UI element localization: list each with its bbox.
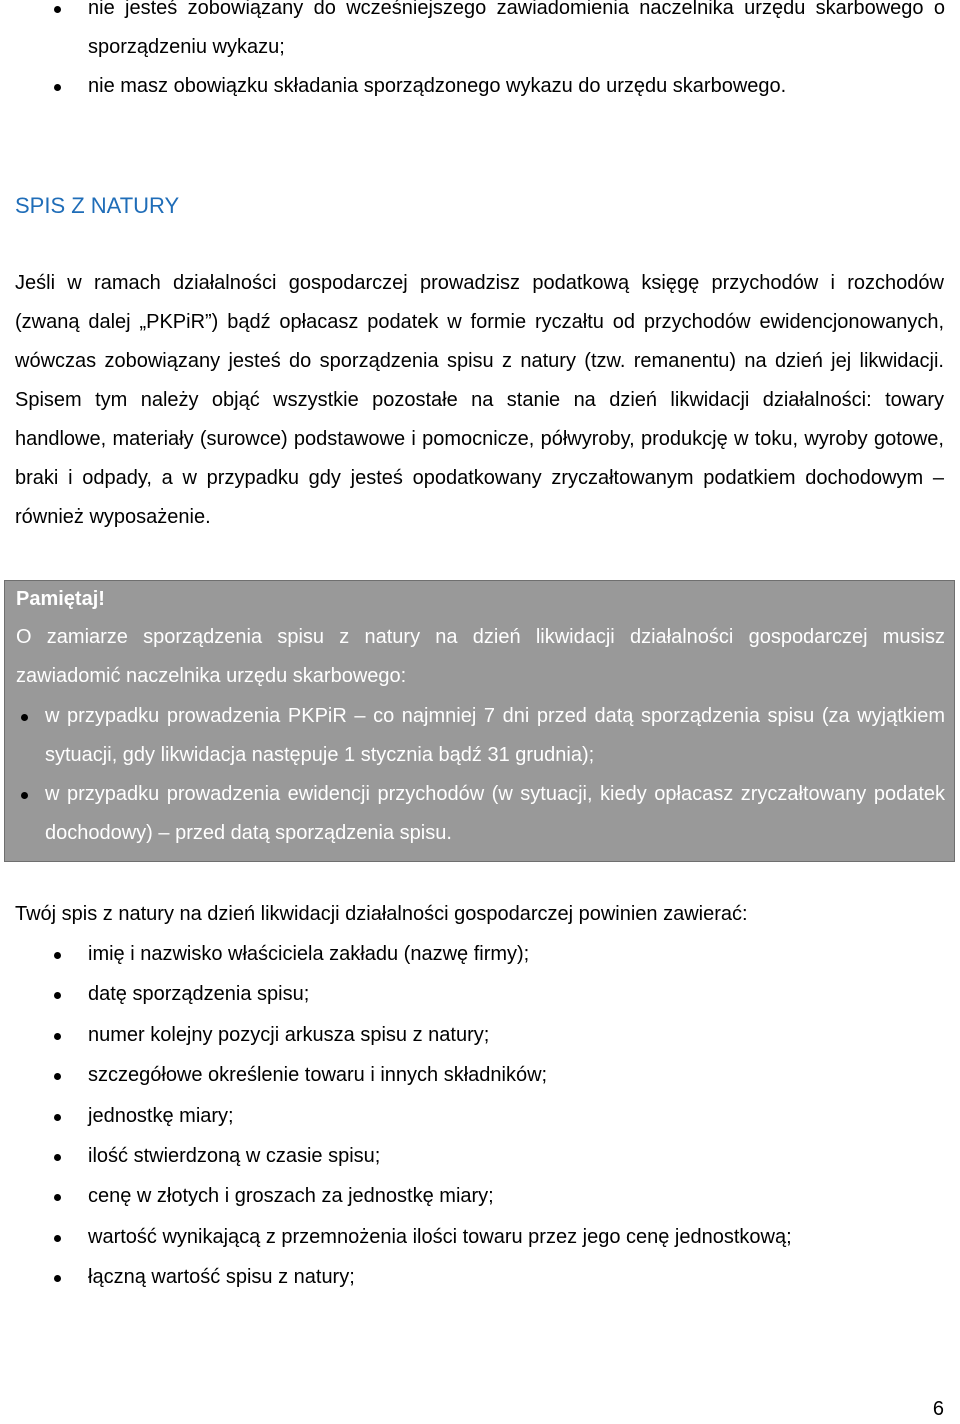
bullet-icon — [54, 6, 61, 13]
list-item — [88, 975, 945, 1015]
contents-intro: Twój spis z natury na dzień likwidacji działalności gospodarczej powinien zawierać: — [15, 903, 748, 925]
list-item — [88, 1016, 945, 1056]
contents-list — [88, 935, 945, 1299]
bullet-icon — [54, 992, 61, 999]
list-item — [88, 1137, 945, 1177]
list-item-text: datę sporządzenia spisu; — [88, 983, 310, 1006]
bullet-icon — [54, 84, 61, 91]
section-heading: SPIS Z NATURY — [15, 193, 180, 218]
obligations-list — [88, 0, 945, 106]
list-item-text: nie masz obowiązku składania sporządzonego wykazu do urzędu skarbowego. — [88, 75, 787, 97]
bullet-icon — [54, 1235, 61, 1242]
list-item — [88, 1258, 945, 1298]
list-item — [88, 67, 945, 106]
reminder-title: Pamiętaj! — [16, 588, 105, 610]
bullet-icon — [21, 714, 28, 721]
list-item-text: imię i nazwisko właściciela zakładu (nazwę firmy); — [88, 943, 530, 965]
list-item-text: wartość wynikającą z przemnożenia ilości towaru przez jego cenę jednostkową; — [88, 1225, 792, 1248]
list-item — [88, 1097, 945, 1137]
list-item-text: nie jesteś zobowiązany do wcześniejszego zawiadomienia naczelnika urzędu skarbowego o sporządzeniu wykazu; — [88, 0, 945, 58]
list-item-text: ilość stwierdzoną w czasie spisu; — [88, 1144, 381, 1167]
list-item — [45, 697, 945, 775]
list-item-text: w przypadku prowadzenia PKPiR – co najmniej 7 dni przed datą sporządzenia spisu (za wyjątkiem sytuacji, gdy likwidacja następuje 1 stycznia bądź 31 grudnia); — [45, 705, 945, 766]
reminder-box — [4, 580, 955, 862]
bullet-icon — [54, 952, 61, 959]
bullet-icon — [54, 1194, 61, 1201]
list-item-text: w przypadku prowadzenia ewidencji przychodów (w sytuacji, kiedy opłacasz zryczałtowany podatek dochodowy) – przed datą sporządzenia spisu. — [45, 783, 945, 844]
bullet-icon — [54, 1154, 61, 1161]
list-item — [88, 0, 945, 67]
list-item — [88, 935, 945, 975]
list-item-text: jednostkę miary; — [88, 1104, 234, 1127]
bullet-icon — [54, 1275, 61, 1282]
bullet-icon — [54, 1114, 61, 1121]
list-item-text: łączną wartość spisu z natury; — [88, 1266, 355, 1289]
list-item — [88, 1056, 945, 1096]
list-item — [88, 1218, 945, 1258]
list-item-text: numer kolejny pozycji arkusza spisu z natury; — [88, 1023, 490, 1046]
bullet-icon — [54, 1033, 61, 1040]
bullet-icon — [54, 1073, 61, 1080]
bullet-icon — [21, 792, 28, 799]
section-paragraph: Jeśli w ramach działalności gospodarczej prowadzisz podatkową księgę przychodów i rozchodów (zwaną dalej „PKPiR”) bądź opłacasz podatek w formie ryczałtu od przychodów ewidencjonowanych, wówczas zobowiązany jesteś do sporządzenia spisu z natury (tzw. remanentu) na dzień jej likwidacji. Spisem tym należy objąć wszystkie pozostałe na stanie na dzień likwidacji działalności: towary handlowe, materiały (surowce) podstawowe i pomocnicze, półwyroby, produkcję w toku, wyroby gotowe, braki i odpady, a w przypadku gdy jesteś opodatkowany zryczałtowanym podatkiem dochodowym – również wyposażenie. — [15, 272, 944, 528]
list-item-text: cenę w złotych i groszach za jednostkę miary; — [88, 1185, 494, 1208]
list-item — [88, 1177, 945, 1217]
reminder-text: O zamiarze sporządzenia spisu z natury na dzień likwidacji działalności gospodarczej musisz zawiadomić naczelnika urzędu skarbowego: — [16, 626, 945, 687]
reminder-list — [45, 697, 945, 853]
list-item — [45, 775, 945, 853]
list-item-text: szczegółowe określenie towaru i innych składników; — [88, 1064, 548, 1087]
page-number: 6 — [932, 1398, 944, 1420]
